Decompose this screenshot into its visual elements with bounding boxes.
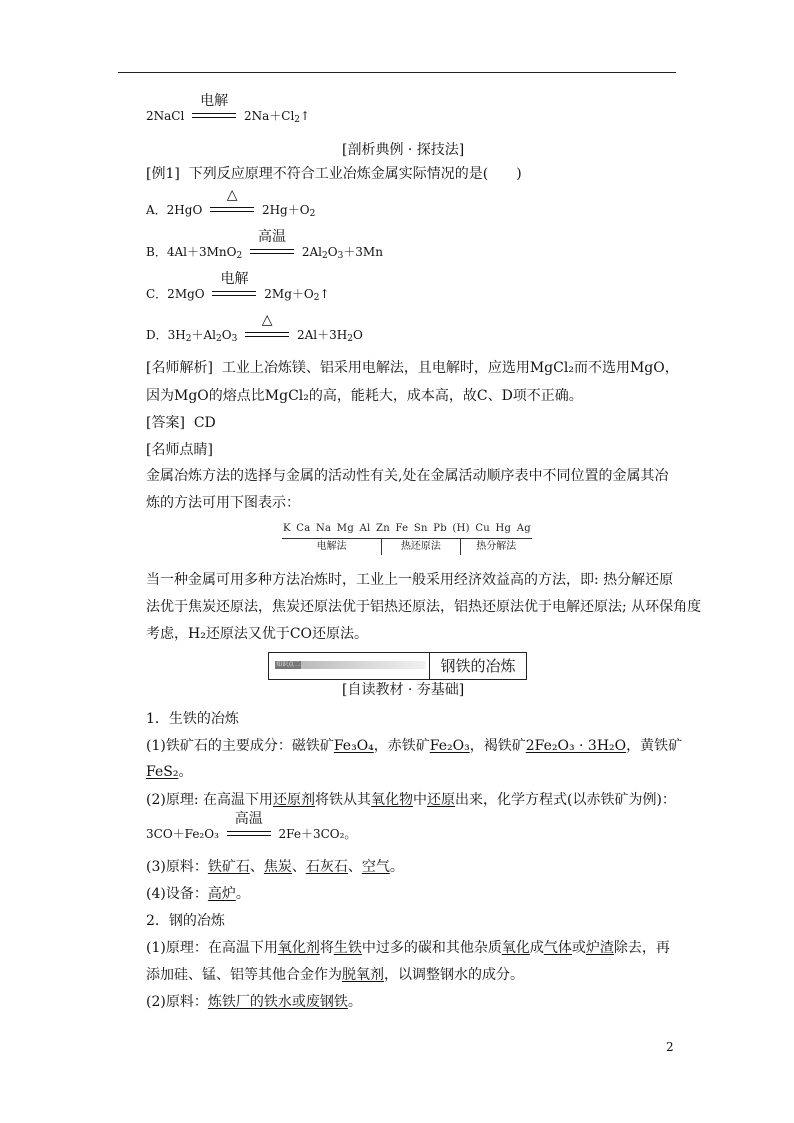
option-b-condition: 高温 [258,228,287,245]
separator: 、 [249,859,264,875]
analysis-text-1: 工业上冶炼镁、铝采用电解法，且电解时，应选用MgCl₂而不选用MgO， [221,360,679,376]
option-d-left: D．3H [146,328,186,342]
raw-material-limestone: 石灰石 [305,859,348,875]
analysis-label: [名师解析] [146,360,213,376]
hematite-formula: Fe₂O₃ [429,738,470,754]
option-d-subscript-4: 2 [347,334,353,344]
steel-raw-materials: 炼铁厂的铁水或废钢铁 [207,994,348,1010]
subsection-title-1: 1．生铁的冶炼 [146,711,239,727]
equation-right: 2Na＋Cl [243,109,295,123]
period: 。 [235,886,250,902]
equipment-prefix: (4)设备： [146,886,208,902]
principle-line [146,790,676,810]
principle-text-2: 中 [413,792,427,808]
steel-text-3: 成 [529,940,544,956]
steel-text-7: ，以调整钢水的成分。 [384,967,524,983]
equation-nacl [146,92,311,125]
steel-raw-materials-line [146,992,362,1012]
option-a [146,186,316,219]
section-title: 钢铁的冶炼 [440,657,516,675]
answer-label: [答案] [146,415,185,431]
method-text-line-2: 法优于焦炭还原法，焦炭还原法优于铝热还原法，铝热还原法优于电解还原法; 从环保角度 [146,599,702,615]
slag: 炉渣 [585,940,614,956]
example-text: 下列反应原理不符合工业冶炼金属实际情况的是( ) [188,166,522,182]
pyrite-label: ，黄铁矿 [626,738,683,754]
oxidize: 氧化 [501,940,530,956]
option-d-subscript-2: 2 [215,334,222,344]
answer-line [146,413,216,433]
method-row [282,539,532,555]
equipment-line [146,884,250,904]
pyrite-formula: FeS₂ [146,764,179,780]
option-d-left-3: O [221,328,232,342]
ore-prefix: (1)铁矿石的主要成分：磁铁矿 [146,738,334,754]
equation-left: 3CO＋Fe₂O₃ [146,827,219,841]
section-heading-reading: [自读教材 · 夯基础] [342,682,465,698]
gas-arrow: ↑ [319,287,330,301]
tips-line-1: 金属冶炼方法的选择与金属的活动性有关,处在金属活动顺序表中不同位置的金属其冶 [146,468,669,484]
steel-text-2: 中过多的碳和其他杂质 [361,940,502,956]
steel-text-5: 除去，再 [613,940,670,956]
option-d-subscript-1: 2 [185,334,192,344]
method-thermal-decomposition: 热分解法 [476,541,517,552]
option-b-right-2: O [327,245,338,259]
option-c-condition: 电解 [220,270,249,287]
section-banner [269,653,430,679]
steel-text-1: 将 [319,940,334,956]
period: 。 [347,994,362,1010]
tips-label: [名师点睛] [146,442,213,458]
gas: 气体 [543,940,572,956]
section-banner-bar [301,661,425,669]
separator: 、 [291,859,306,875]
section-tag: 知识点二 [275,661,300,668]
option-a-right: 2Hg＋O [261,203,310,217]
steel-text-4: 或 [571,940,586,956]
option-c-subscript: 2 [313,293,320,303]
option-b-subscript-1: 2 [321,251,328,261]
equation-condition: 电解 [200,92,229,109]
principle-text-1: 将铁从其 [315,792,371,808]
raw-materials-prefix: (3)原料： [146,859,208,875]
option-d-condition: △ [261,311,273,328]
deoxidizer: 脱氧剂 [342,967,384,983]
method-electrolysis: 电解法 [282,539,382,555]
subsection-title-2: 2．钢的冶炼 [146,913,225,929]
gas-arrow: ↑ [300,109,311,123]
option-a-condition: △ [226,186,238,203]
steel-principle-prefix: (1)原理：在高温下用 [146,940,278,956]
option-b-left: B．4Al＋3MnO [146,245,237,259]
example-label: [例1] [146,166,180,182]
analysis-line-2: 因为MgO的熔点比MgCl₂的高，能耗大，成本高，故C、D项不正确。 [146,388,583,404]
principle-text-3: 出来，化学方程式(以赤铁矿为例)： [455,792,676,808]
raw-materials-line [146,857,404,877]
oxide: 氧化物 [371,792,413,808]
ore-composition-line-2 [146,762,192,782]
option-b-right: 2Al [301,245,322,259]
option-d-right: 2Al＋3H [296,328,348,342]
option-d-left-2: ＋Al [191,328,216,342]
option-b-left-subscript: 2 [236,251,243,261]
option-b [146,228,383,261]
raw-material-coke: 焦炭 [263,859,292,875]
option-d-subscript-3: 3 [231,334,238,344]
option-d [146,311,363,344]
metal-activity-series: K Ca Na Mg Al Zn Fe Sn Pb (H) Cu Hg Ag [282,520,532,539]
ore-composition-line-1 [146,736,682,756]
analysis-line-1 [146,358,679,378]
page-number: 2 [666,1040,674,1054]
option-c-left: C．2MgO [146,287,205,301]
section-title-box [268,652,527,680]
method-thermal-reduction: 热还原法 [382,539,460,555]
oxidizing-agent: 氧化剂 [277,940,320,956]
steel-principle-line-1 [146,938,670,958]
option-a-left: A．2HgO [146,203,203,217]
principle-prefix: (2)原理: 在高温下用 [146,792,273,808]
option-b-right-3: ＋3Mn [343,245,383,259]
raw-material-air: 空气 [361,859,390,875]
blast-furnace: 高炉 [207,886,236,902]
section-heading-analysis: [剖析典例 · 探技法] [342,142,465,158]
hematite-label: ，赤铁矿 [373,738,430,754]
period: 。 [178,764,193,780]
reducing-agent: 还原剂 [273,792,315,808]
magnetite-formula: Fe₃O₄ [333,738,374,754]
method-text-line-3: 考虑，H₂还原法又优于CO还原法。 [146,626,369,642]
period: 。 [389,859,404,875]
separator: 、 [347,859,362,875]
pig-iron: 生铁 [333,940,362,956]
equation-left: 2NaCl [146,109,185,123]
equation-right: 2Fe＋3CO₂。 [278,827,357,841]
answer-value: CD [193,415,216,431]
option-c-right: 2Mg＋O [264,287,314,301]
steel-raw-prefix: (2)原料： [146,994,208,1010]
header-rule [118,72,676,73]
reduce: 还原 [427,792,455,808]
equation-hematite [146,810,357,843]
option-a-subscript: 2 [309,209,316,219]
limonite-label: ，褐铁矿 [469,738,526,754]
limonite-formula: 2Fe₂O₃ · 3H₂O [525,738,627,754]
method-text-line-1: 当一种金属可用多种方法冶炼时，工业上一般采用经济效益高的方法，即: 热分解还原 [146,572,674,588]
raw-material-ore: 铁矿石 [207,859,250,875]
metal-activity-diagram [282,520,532,555]
option-b-subscript-2: 3 [337,251,344,261]
example-question [146,164,522,184]
tips-line-2: 炼的方法可用下图表示： [146,495,300,511]
equation-subscript: 2 [294,115,301,125]
steel-principle-line-2 [146,965,524,985]
equation-condition: 高温 [234,810,263,827]
option-c [146,270,330,303]
option-d-right-2: O [352,328,363,342]
steel-text-6: 添加硅、锰、铝等其他合金作为 [146,967,342,983]
